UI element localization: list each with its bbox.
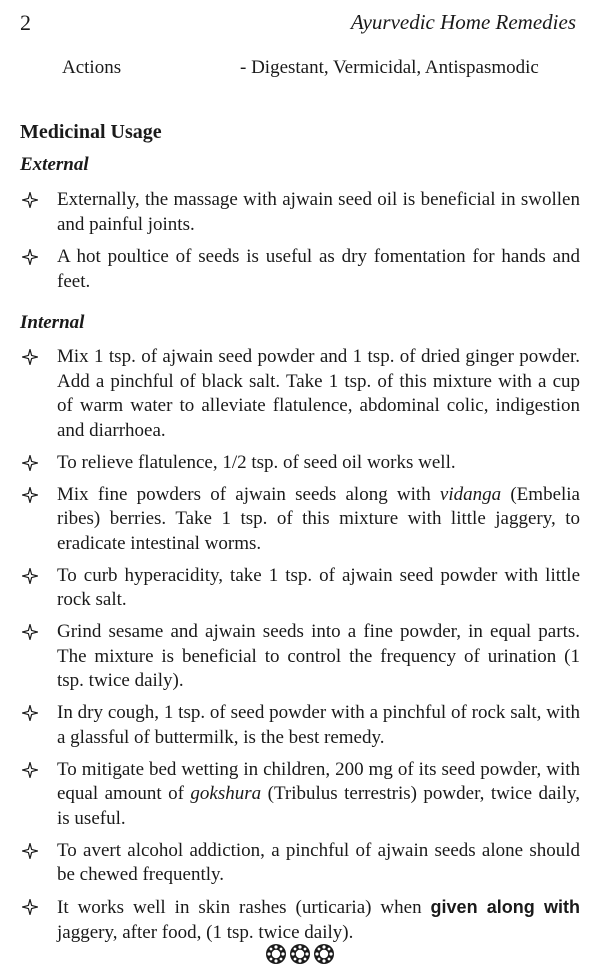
actions-label: Actions xyxy=(62,57,122,78)
list-item xyxy=(20,620,580,694)
list-item xyxy=(20,701,580,750)
four-point-star-icon xyxy=(22,568,38,584)
herb-name: vidanga xyxy=(439,483,502,505)
internal-list xyxy=(20,345,580,953)
four-point-star-icon xyxy=(22,624,38,640)
list-item xyxy=(20,245,580,294)
four-point-star-icon xyxy=(22,455,38,471)
list-item xyxy=(20,188,580,237)
four-point-star-icon xyxy=(22,487,38,503)
list-item-text: It works well in skin rashes (urticaria) when given along with jaggery, after food, (1 tsp. twice daily). xyxy=(57,897,580,943)
end-ornament xyxy=(0,942,600,971)
list-item-text: Grind sesame and ajwain seeds into a fine powder, in equal parts. The mixture is beneficial to control the frequency of urination (1 tsp. twice daily). xyxy=(57,621,580,691)
four-point-star-icon xyxy=(22,762,38,778)
list-item xyxy=(20,564,580,613)
list-item xyxy=(20,839,580,888)
four-point-star-icon xyxy=(22,843,38,859)
four-point-star-icon xyxy=(22,899,38,915)
page-number: 2 xyxy=(20,10,31,35)
list-item-text: Mix 1 tsp. of ajwain seed powder and 1 tsp. of dried ginger powder. Add a pinchful of black salt. Take 1 tsp. of this mixture with a cup of warm water to alleviate flatulence, abdominal colic, indigestion and diarrhoea. xyxy=(57,346,580,441)
list-item-text: Externally, the massage with ajwain seed oil is beneficial in swollen and painful joints. xyxy=(57,189,580,235)
internal-heading: Internal xyxy=(20,312,85,333)
list-item xyxy=(20,483,580,557)
flower-ornament-icon xyxy=(264,942,336,966)
emphasis: given along with xyxy=(430,897,580,917)
four-point-star-icon xyxy=(22,249,38,265)
actions-value: - Digestant, Vermicidal, Antispasmodic xyxy=(240,57,539,78)
four-point-star-icon xyxy=(22,705,38,721)
herb-name: gokshura xyxy=(190,783,262,804)
four-point-star-icon xyxy=(22,349,38,365)
external-list xyxy=(20,188,580,302)
four-point-star-icon xyxy=(22,192,38,208)
running-header: Ayurvedic Home Remedies xyxy=(350,10,576,34)
list-item xyxy=(20,895,580,945)
list-item-text: To curb hyperacidity, take 1 tsp. of ajwain seed powder with little rock salt. xyxy=(57,564,580,610)
section-heading: Medicinal Usage xyxy=(20,121,162,143)
list-item xyxy=(20,451,580,476)
list-item-text: In dry cough, 1 tsp. of seed powder with a pinchful of rock salt, with a glassful of buttermilk, is the best remedy. xyxy=(57,702,580,748)
list-item xyxy=(20,345,580,443)
external-heading: External xyxy=(20,154,89,175)
list-item-text: To avert alcohol addiction, a pinchful of ajwain seeds alone should be chewed frequently. xyxy=(57,839,580,885)
list-item-text: To relieve flatulence, 1/2 tsp. of seed oil works well. xyxy=(57,451,456,473)
list-item-text: To mitigate bed wetting in children, 200 mg of its seed powder, with equal amount of gokshura (Tribulus terrestris) powder, twice daily, is useful. xyxy=(57,758,580,829)
list-item-text: Mix fine powders of ajwain seeds along with vidanga (Embelia ribes) berries. Take 1 tsp. of this mixture with little jaggery, to eradicate intestinal worms. xyxy=(57,483,580,554)
list-item-text: A hot poultice of seeds is useful as dry fomentation for hands and feet. xyxy=(57,246,580,292)
list-item xyxy=(20,758,580,832)
